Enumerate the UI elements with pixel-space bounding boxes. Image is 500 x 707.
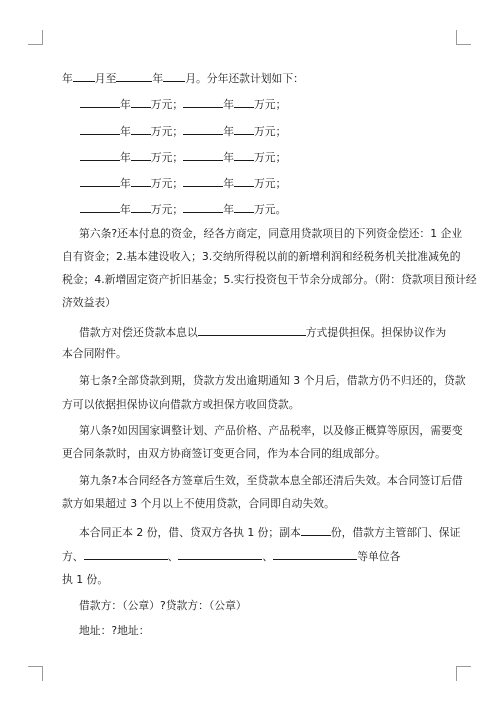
blank-field <box>234 96 254 108</box>
article-6-line: 济效益表） <box>62 296 116 309</box>
blank-field <box>234 175 254 187</box>
guarantee-line: 本合同附件。 <box>62 347 127 360</box>
copies-line: 执 1 份。 <box>62 573 109 586</box>
blank-field <box>84 548 168 560</box>
copies-line: 方、 、 、 等单位各 <box>62 550 401 563</box>
article-8-line: 第八条?如因国家调整计划、产品价格、产品税率，以及修正概算等原因，需要变 <box>79 424 463 437</box>
blank-field <box>198 324 306 336</box>
blank-field <box>116 70 152 82</box>
blank-field <box>234 201 254 213</box>
schedule-row: 年 万元； 年 万元。 <box>80 201 460 217</box>
article-7-line: 第七条?全部贷款到期，贷款方发出逾期通知 3 个月后，借款方仍不归还的，贷款 <box>79 374 466 387</box>
blank-field <box>183 149 223 161</box>
schedule-row: 年 万元； 年 万元； <box>80 175 460 191</box>
schedule-row: 年 万元； 年 万元； <box>80 96 460 112</box>
blank-field <box>183 201 223 213</box>
article-6-line: 自有资金；2.基本建设收入；3.交纳所得税以前的新增利润和经税务机关批准减免的 <box>62 250 461 263</box>
crop-mark-bottom-left <box>28 666 43 681</box>
blank-field <box>234 123 254 135</box>
blank-field <box>234 149 254 161</box>
schedule-row: 年 万元； 年 万元； <box>80 149 460 165</box>
address-line: 地址：?地址： <box>79 624 150 637</box>
article-8-line: 更合同条款时，由双方协商签订变更合同，作为本合同的组成部分。 <box>62 447 386 460</box>
blank-field <box>183 175 223 187</box>
article-9-line: 第九条?本合同经各方签章后生效，至贷款本息全部还清后失效。本合同签订后借 <box>79 474 463 487</box>
blank-field <box>183 96 223 108</box>
crop-mark-top-right <box>456 30 471 45</box>
blank-field <box>301 524 331 536</box>
crop-mark-top-left <box>28 30 43 45</box>
schedule-row: 年 万元； 年 万元； <box>80 123 460 139</box>
blank-field <box>163 70 185 82</box>
guarantee-line: 借款方对偿还贷款本息以 方式提供担保。担保协议作为 <box>79 326 447 339</box>
blank-field <box>183 123 223 135</box>
blank-field <box>80 123 120 135</box>
blank-field <box>131 175 151 187</box>
blank-field <box>80 201 120 213</box>
blank-field <box>131 201 151 213</box>
article-9-line: 款方如果超过 3 个月以上不使用贷款，合同即自动失效。 <box>62 497 335 510</box>
article-6-line: 第六条?还本付息的资金，经各方商定，同意用贷款项目的下列资金偿还：1 企业 <box>79 227 463 240</box>
blank-field <box>80 96 120 108</box>
article-7-line: 方可以依据担保协议向借款方或担保方收回贷款。 <box>62 398 300 411</box>
blank-field <box>273 548 357 560</box>
repayment-period-line: 年 月至 年 月。分年还款计划如下： <box>62 72 304 85</box>
signature-line: 借款方：（公章）?贷款方：（公章） <box>79 599 247 612</box>
blank-field <box>80 149 120 161</box>
blank-field <box>131 123 151 135</box>
blank-field <box>73 70 95 82</box>
blank-field <box>131 149 151 161</box>
crop-mark-bottom-right <box>456 666 471 681</box>
article-6-line: 税金；4.新增固定资产折旧基金；5.实行投资包干节余分成部分。（附：贷款项目预计经 <box>62 273 477 286</box>
blank-field <box>80 175 120 187</box>
blank-field <box>131 96 151 108</box>
copies-line: 本合同正本 2 份，借、贷双方各执 1 份；副本 份，借款方主管部门、保证 <box>79 526 461 539</box>
blank-field <box>178 548 262 560</box>
